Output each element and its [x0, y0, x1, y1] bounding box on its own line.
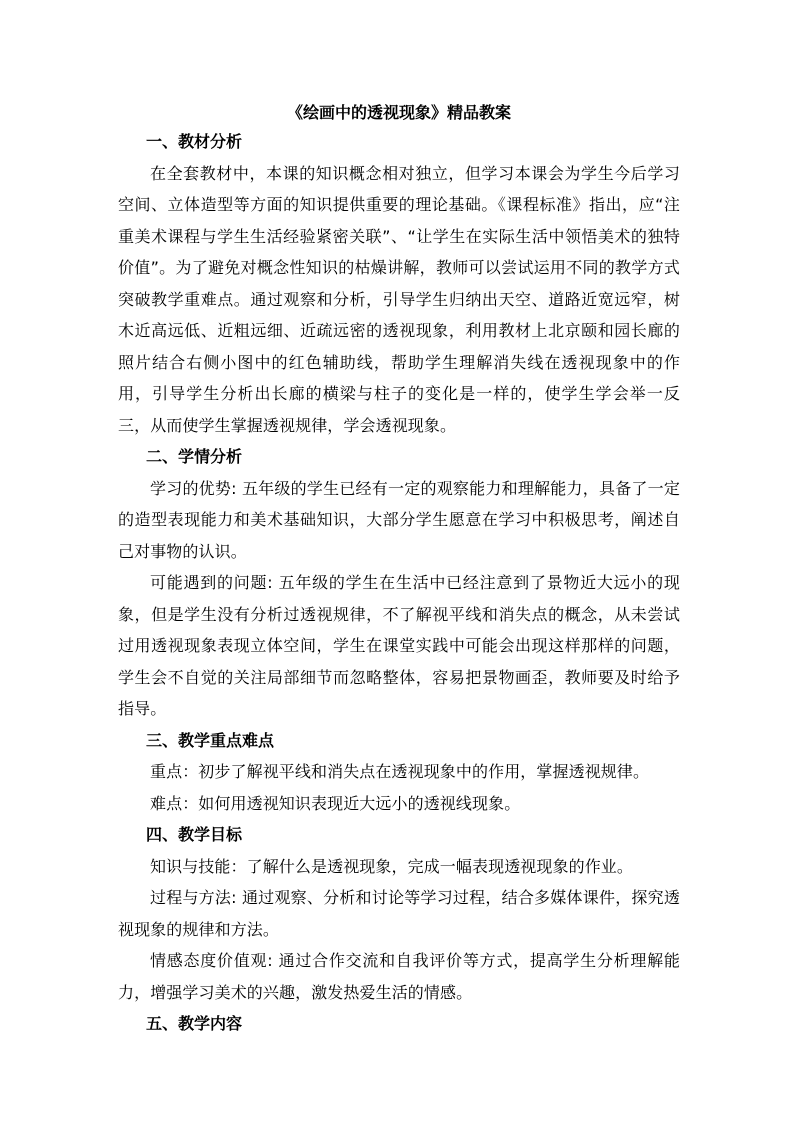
section-heading-teaching-content: 五、教学内容: [146, 1014, 243, 1033]
section-heading-student-analysis: 二、学情分析: [146, 447, 243, 466]
paragraph-learning-advantages: 学习的优势: 五年级的学生已经有一定的观察能力和理解能力，具备了一定的造型表现能力和美术基础知识，大部分学生愿意在学习中积极思考，阐述自己对事物的认识。: [118, 478, 680, 561]
section-heading-teaching-goals: 四、教学目标: [146, 825, 243, 844]
section-heading-textbook-analysis: 一、教材分析: [146, 132, 243, 151]
paragraph-emotional-values: 情感态度价值观: 通过合作交流和自我评价等方式，提高学生分析理解能力，增强学习美术的兴趣，激发热爱生活的情感。: [118, 951, 680, 1002]
document-page: [118, 100, 680, 1040]
section-heading-key-points: 三、教学重点难点: [146, 730, 275, 750]
paragraph-textbook-analysis: 在全套教材中，本课的知识概念相对独立，但学习本课会为学生今后学习空间、立体造型等方面的知识提供重要的理论基础。《课程标准》指出，应“注重美术课程与学生生活经验紧密关联”、“让学生在实际生活中领悟美术的独特价值”。为了避免对概念性知识的枯燥讲解，教师可以尝试运用不同的教学方式突破教学重难点。通过观察和分析，引导学生归纳出天空、道路近宽远窄，树木近高远低、近粗远细、近疏远密的透视现象，利用教材上北京颐和园长廊的照片结合右侧小图中的红色辅助线，帮助学生理解消失线在透视现象中的作用，引导学生分析出长廊的横梁与柱子的变化是一样的，使学生学会举一反三，从而使学生掌握透视规律，学会透视现象。: [118, 163, 680, 435]
paragraph-key-point: 重点：初步了解视平线和消失点在透视现象中的作用，掌握透视规律。: [150, 762, 650, 781]
document-title: 《绘画中的透视现象》精品教案: [286, 103, 511, 122]
paragraph-possible-problems: 可能遇到的问题: 五年级的学生在生活中已经注意到了景物近大远小的现象，但是学生没有分析过透视规律，不了解视平线和消失点的概念，从未尝试过用透视现象表现立体空间，学生在课堂实践中可能会出现这样那样的问题，学生会不自觉的关注局部细节而忽略整体，容易把景物画歪，教师要及时给予指导。: [118, 573, 680, 718]
paragraph-knowledge-skills: 知识与技能：了解什么是透视现象，完成一幅表现透视现象的作业。: [150, 856, 634, 876]
paragraph-process-methods: 过程与方法: 通过观察、分析和讨论等学习过程，结合多媒体课件，探究透视现象的规律和方法。: [118, 888, 680, 939]
paragraph-difficult-point: 难点：如何用透视知识表现近大远小的透视线现象。: [150, 793, 521, 813]
